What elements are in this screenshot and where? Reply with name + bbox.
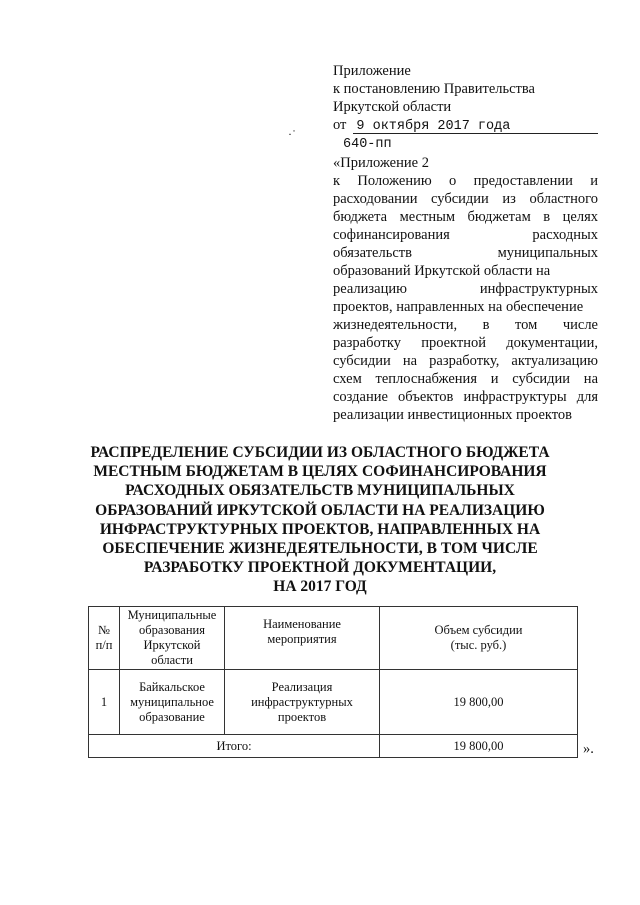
row-activity-line: проектов: [277, 709, 327, 724]
appendix-body-line: реализации инвестиционных проектов: [333, 407, 572, 423]
header-amount: [380, 607, 578, 670]
title-line: МЕСТНЫМ БЮДЖЕТАМ В ЦЕЛЯХ СОФИНАНСИРОВАНИЯ: [93, 463, 547, 481]
header-number-line: п/п: [95, 638, 113, 652]
row-amount: 19 800,00: [380, 670, 578, 735]
header-municipality-line: Иркутской: [143, 638, 201, 652]
subsidy-distribution-table: [88, 606, 578, 758]
closing-quote: ».: [583, 741, 594, 757]
date-underline: [353, 133, 598, 134]
header-activity-line: Наименование: [263, 617, 341, 631]
total-label: Итого:: [89, 735, 380, 758]
stray-mark: ·˙: [288, 127, 296, 141]
row-number: 1: [89, 670, 120, 735]
appendix-region: Иркутской области: [333, 99, 452, 115]
title-line: РАСПРЕДЕЛЕНИЕ СУБСИДИИ ИЗ ОБЛАСТНОГО БЮДЖЕТА: [90, 444, 550, 461]
title-line: РАЗРАБОТКУ ПРОЕКТНОЙ ДОКУМЕНТАЦИИ,: [143, 559, 497, 577]
appendix-label: Приложение: [333, 63, 411, 79]
appendix-2-label: «Приложение 2: [333, 155, 429, 171]
appendix-body-line: проектов, направленных на обеспечение: [333, 299, 584, 315]
appendix-body-line: образований Иркутской области на: [333, 263, 551, 279]
title-line: РАСХОДНЫХ ОБЯЗАТЕЛЬСТВ МУНИЦИПАЛЬНЫХ: [125, 482, 515, 500]
appendix-block: [333, 62, 598, 424]
row-municipality-line: муниципальное: [130, 694, 214, 709]
title-line: ОБЕСПЕЧЕНИЕ ЖИЗНЕДЕЯТЕЛЬНОСТИ, В ТОМ ЧИСЛЕ: [102, 540, 538, 558]
appendix-body-line: создание объектов инфраструктуры для: [333, 389, 598, 405]
header-amount-line: Объем субсидии: [434, 623, 523, 637]
header-activity-line: мероприятия: [267, 632, 337, 646]
header-municipality-line: области: [151, 653, 193, 667]
appendix-resolution-ref: к постановлению Правительства: [333, 81, 535, 97]
appendix-body-line: схем теплоснабжения и субсидии на: [333, 371, 598, 387]
title-line: ИНФРАСТРУКТУРНЫХ ПРОЕКТОВ, НАПРАВЛЕННЫХ НА: [99, 520, 541, 538]
appendix-body-line: софинансирования расходных: [333, 227, 598, 243]
document-title: [70, 443, 570, 597]
row-municipality-line: Байкальское: [139, 679, 205, 694]
row-municipality-line: образование: [139, 709, 205, 724]
total-amount: 19 800,00: [380, 735, 578, 758]
header-municipality-line: образования: [139, 623, 205, 637]
header-municipality-line: Муниципальные: [127, 608, 217, 622]
appendix-body-line: реализацию инфраструктурных: [333, 281, 598, 297]
date-value: 9 октября 2017 года: [356, 119, 511, 134]
row-activity-line: Реализация: [271, 679, 333, 694]
appendix-body-line: бюджета местным бюджетам в целях: [333, 209, 598, 225]
appendix-body-line: субсидии на разработку, актуализацию: [333, 353, 598, 369]
row-municipality: [120, 670, 225, 735]
row-activity-line: инфраструктурных: [251, 694, 353, 709]
appendix-body-line: жизнедеятельности, в том числе: [333, 317, 598, 333]
title-line: ОБРАЗОВАНИЙ ИРКУТСКОЙ ОБЛАСТИ НА РЕАЛИЗАЦИЮ: [95, 501, 545, 519]
row-activity: [225, 670, 380, 735]
header-activity: [225, 607, 380, 670]
header-municipality: [120, 607, 225, 670]
appendix-date-line: [333, 116, 598, 136]
table-row: [89, 670, 578, 735]
header-number-line: №: [98, 623, 110, 637]
appendix-body-line: разработку проектной документации,: [333, 335, 598, 351]
appendix-body-line: к Положению о предоставлении и: [333, 173, 598, 189]
table-header-row: [89, 607, 578, 670]
date-prefix: от: [333, 117, 347, 133]
table-total-row: [89, 735, 578, 758]
header-amount-line: (тыс. руб.): [450, 638, 507, 652]
appendix-body-line: расходовании субсидии из областного: [333, 191, 598, 207]
document-number: 640-пп: [343, 137, 392, 152]
appendix-body-line: обязательств муниципальных: [333, 245, 598, 261]
header-number: [89, 607, 120, 670]
title-line: НА 2017 ГОД: [273, 578, 367, 596]
